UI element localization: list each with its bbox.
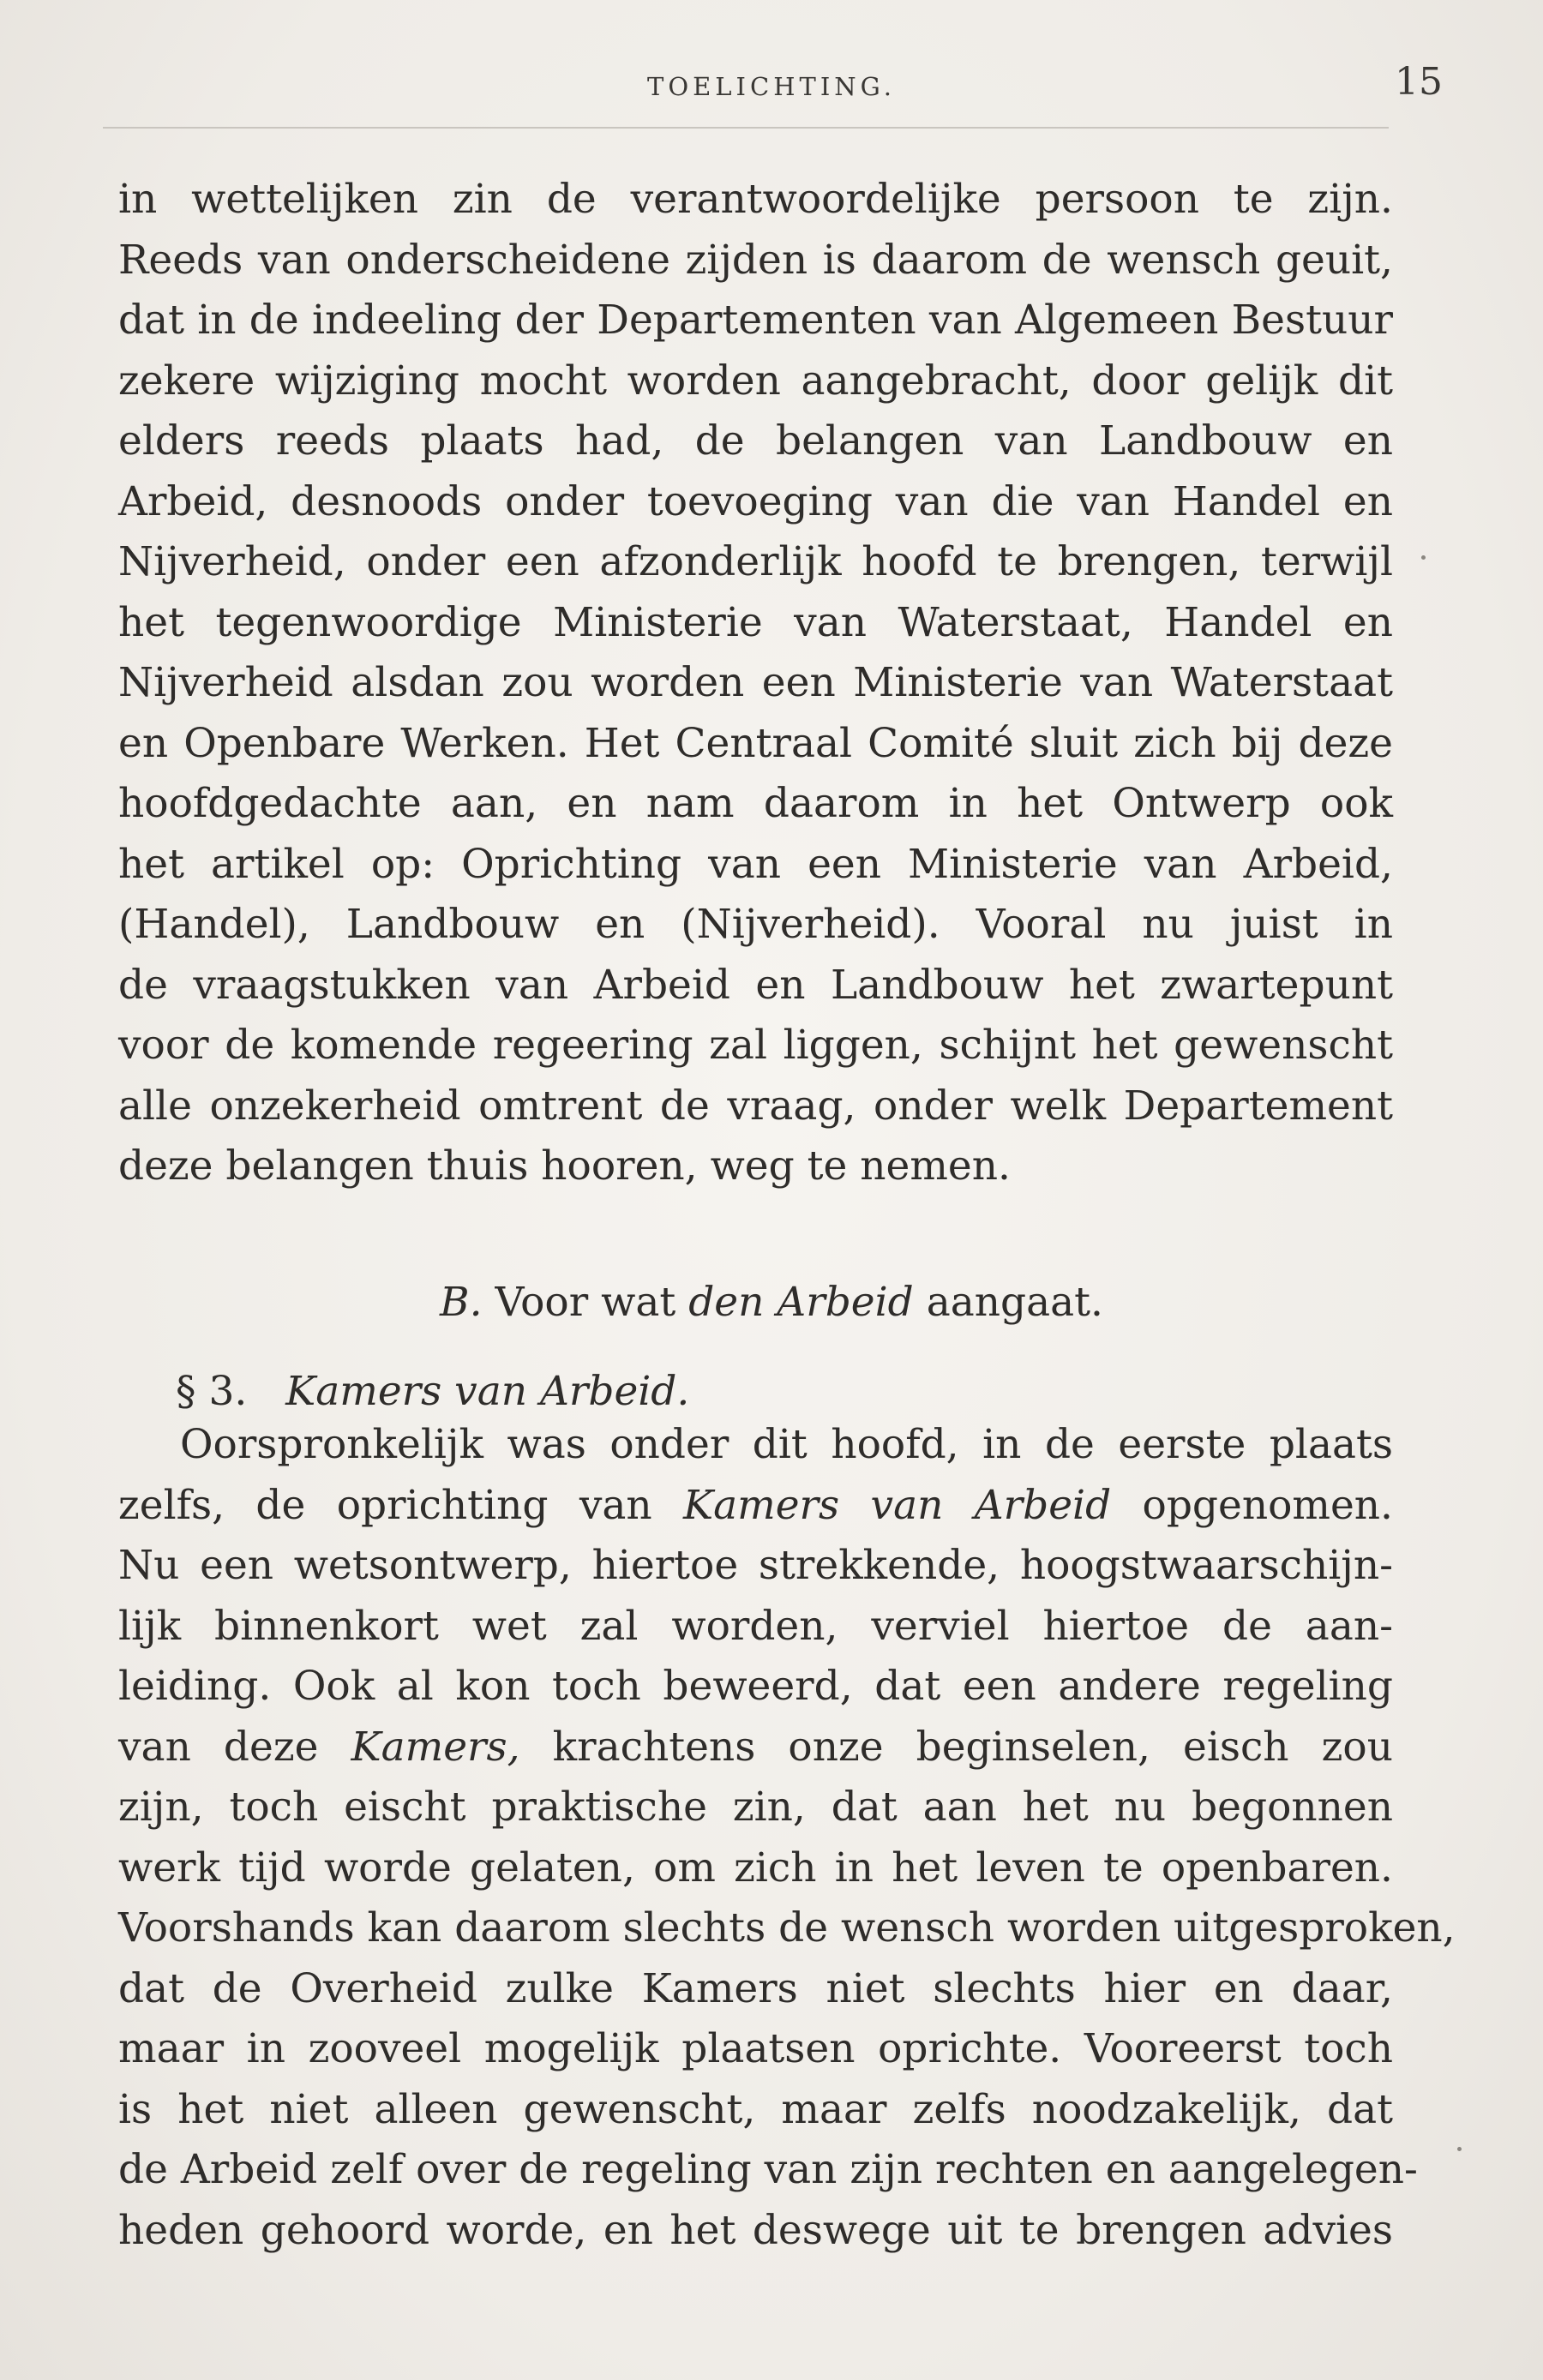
heading-text: Voor wat [495, 1279, 676, 1326]
text-line: zijn, toch eischt praktische zin, dat aan het nu begonnen [118, 1784, 1393, 1831]
running-title: TOELICHTING. [647, 72, 897, 101]
text-line: leiding. Ook al kon toch beweerd, dat een andere regeling [118, 1663, 1393, 1710]
text-line: in wettelijken zin de verantwoordelijke persoon te zijn. [118, 176, 1393, 223]
text-line: zekere wijziging mocht worden aangebracht, door gelijk dit [118, 357, 1393, 405]
subsection-title [176, 1366, 689, 1418]
heading-text-end: aangaat. [926, 1279, 1103, 1326]
text-line: (Handel), Landbouw en (Nijverheid). Vooral nu juist in [118, 901, 1393, 948]
text-line: Voorshands kan daarom slechts de wensch worden uitgesproken, [118, 1904, 1456, 1951]
text-line: de Arbeid zelf over de regeling van zijn rechten en aangelegen- [118, 2146, 1418, 2193]
text-line: de vraagstukken van Arbeid en Landbouw het zwartepunt [118, 961, 1393, 1009]
text-line: Nijverheid, onder een afzonderlijk hoofd te brengen, terwijl [118, 538, 1393, 585]
text-line: Reeds van onderscheidene zijden is daarom de wensch geuit, [118, 236, 1393, 284]
text-line: Nijverheid alsdan zou worden een Ministerie van Waterstaat [118, 659, 1393, 706]
section-heading [0, 1277, 1543, 1328]
paragraph-1 [118, 170, 1393, 1197]
text-line: dat in de indeeling der Departementen van Algemeen Bestuur [118, 297, 1393, 344]
text-line: is het niet alleen gewenscht, maar zelfs noodzakelijk, dat [118, 2085, 1393, 2133]
text-line: van deze Kamers, krachtens onze beginselen, eisch zou [118, 1723, 1393, 1771]
text-line: zelfs, de oprichting van Kamers van Arbeid opgenomen. [118, 1481, 1393, 1529]
text-line: elders reeds plaats had, de belangen van Landbouw en [118, 417, 1393, 465]
heading-letter: B. [440, 1279, 483, 1326]
paragraph-2 [118, 1415, 1456, 2261]
text-line: alle onzekerheid omtrent de vraag, onder welk Departement [118, 1082, 1393, 1130]
text-line: maar in zooveel mogelijk plaatsen oprichte. Vooreerst toch [118, 2025, 1393, 2072]
text-line: heden gehoord worde, en het deswege uit te brengen advies [118, 2206, 1393, 2254]
text-line: werk tijd worde gelaten, om zich in het leven te openbaren. [118, 1843, 1393, 1891]
speck-mark [1457, 2147, 1462, 2151]
running-head [103, 60, 1443, 120]
text-line: hoofdgedachte aan, en nam daarom in het Ontwerp ook [118, 780, 1393, 827]
text-line: Nu een wetsontwerp, hiertoe strekkende, hoogstwaarschijn- [118, 1542, 1393, 1589]
text-line: Arbeid, desnoods onder toevoeging van die van Handel en [118, 477, 1393, 525]
section-name: Kamers van Arbeid. [285, 1368, 690, 1415]
heading-italic: den Arbeid [688, 1279, 914, 1326]
section-number: § 3. [176, 1368, 248, 1415]
text-line: lijk binnenkort wet zal worden, verviel hiertoe de aan- [118, 1602, 1393, 1650]
text-line: het tegenwoordige Ministerie van Waterstaat, Handel en [118, 598, 1393, 646]
text-line: Oorspronkelijk was onder dit hoofd, in de eerste plaats [180, 1421, 1393, 1468]
text-line: dat de Overheid zulke Kamers niet slechts hier en daar, [118, 1964, 1393, 2012]
page-number: 15 [1395, 60, 1443, 104]
header-rule [103, 127, 1389, 129]
text-line: deze belangen thuis hooren, weg te nemen. [118, 1142, 1011, 1190]
text-line: het artikel op: Oprichting van een Ministerie van Arbeid, [118, 840, 1393, 888]
speck-mark [1421, 555, 1426, 560]
text-line: voor de komende regeering zal liggen, schijnt het gewenscht [118, 1022, 1393, 1069]
text-line: en Openbare Werken. Het Centraal Comité sluit zich bij deze [118, 719, 1393, 767]
